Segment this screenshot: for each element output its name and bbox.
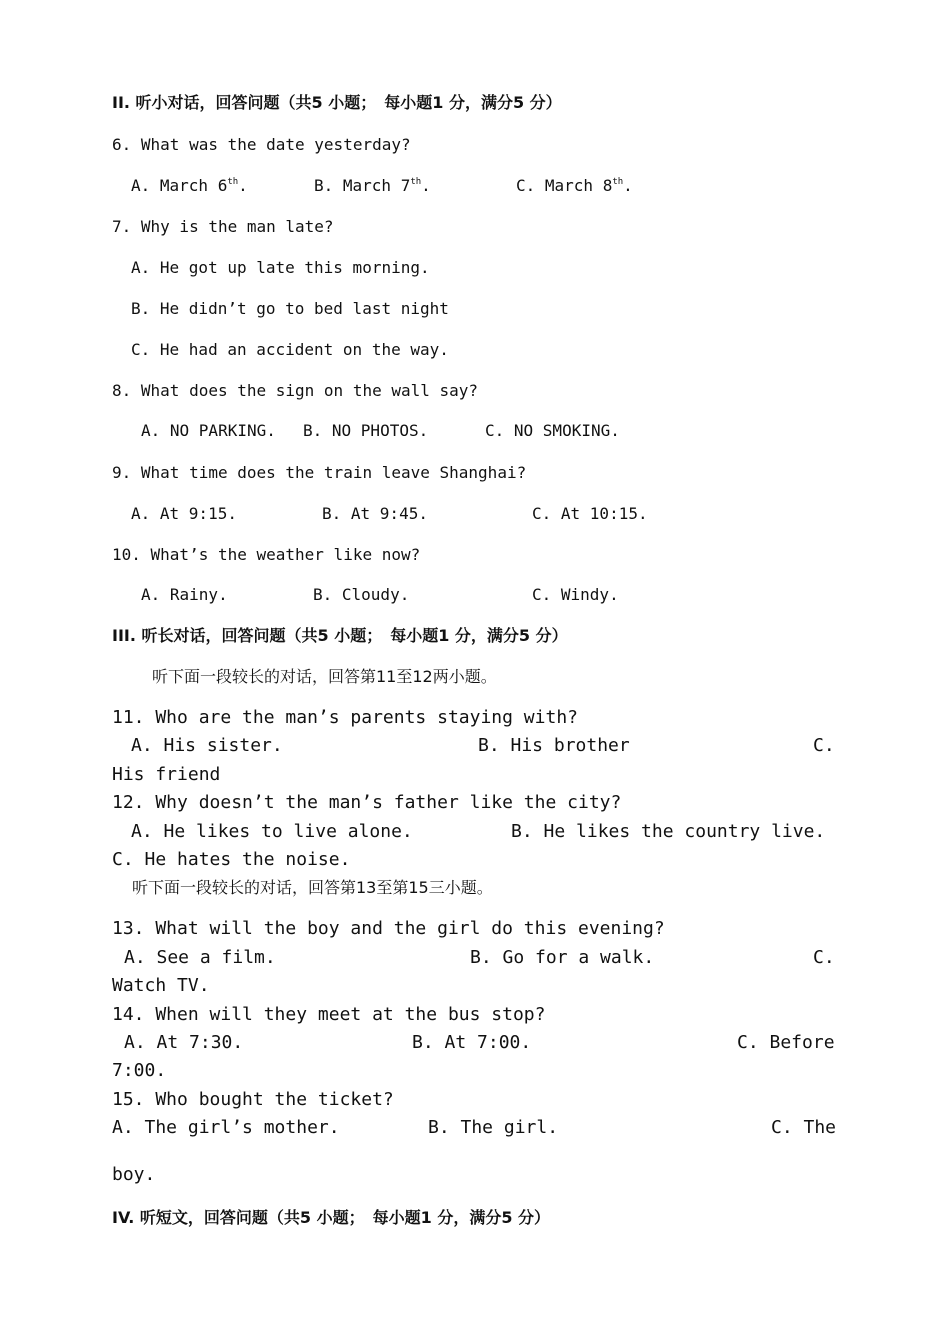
q15-option-a: A. The girl’s mother.: [112, 1117, 340, 1138]
q14-option-c: C. Before: [737, 1032, 835, 1053]
q10-option-c: C. Windy.: [532, 585, 619, 604]
q9-option-b: B. At 9:45.: [322, 504, 428, 523]
q8-option-b: B. NO PHOTOS.: [303, 421, 429, 440]
question-6: 6. What was the date yesterday?: [112, 135, 411, 154]
section-3-intro-1: 听下面一段较长的对话，回答第11至12两小题。: [152, 667, 497, 686]
question-14: 14. When will they meet at the bus stop?: [112, 1004, 546, 1025]
q11-option-a: A. His sister.: [131, 735, 283, 756]
q7-option-b: B. He didn’t go to bed last night: [131, 299, 449, 318]
q11-option-c: C.: [813, 735, 835, 756]
question-13: 13. What will the boy and the girl do this evening?: [112, 918, 665, 939]
q13-option-b: B. Go for a walk.: [470, 947, 655, 968]
q14-option-a: A. At 7:30.: [124, 1032, 244, 1053]
q12-option-b: B. He likes the country live.: [511, 821, 826, 842]
q9-option-c: C. At 10:15.: [532, 504, 648, 523]
q13-option-a: A. See a film.: [124, 947, 276, 968]
q15-option-c-text: boy.: [112, 1164, 156, 1185]
q12-option-a: A. He likes to live alone.: [131, 821, 413, 842]
q9-option-a: A. At 9:15.: [131, 504, 237, 523]
q6-option-a: A. March 6th.: [131, 176, 248, 195]
q6-option-c: C. March 8th.: [516, 176, 633, 195]
question-12: 12. Why doesn’t the man’s father like the city?: [112, 792, 622, 813]
q11-option-c-text: His friend: [112, 764, 221, 785]
section-4-heading: IV. 听短文，回答问题（共5 小题； 每小题1 分，满分5 分）: [112, 1208, 551, 1227]
section-2-heading: II. 听小对话，回答问题（共5 小题； 每小题1 分，满分5 分）: [112, 93, 562, 112]
question-10: 10. What’s the weather like now?: [112, 545, 421, 564]
q10-option-b: B. Cloudy.: [313, 585, 410, 604]
q10-option-a: A. Rainy.: [141, 585, 228, 604]
q12-option-c: C. He hates the noise.: [112, 849, 351, 870]
q13-option-c: C.: [813, 947, 835, 968]
question-15: 15. Who bought the ticket?: [112, 1089, 394, 1110]
q15-option-c: C. The: [771, 1117, 837, 1138]
q7-option-c: C. He had an accident on the way.: [131, 340, 449, 359]
q15-option-b: B. The girl.: [428, 1117, 559, 1138]
section-3-intro-2: 听下面一段较长的对话，回答第13至第15三小题。: [132, 878, 493, 897]
question-11: 11. Who are the man’s parents staying with?: [112, 707, 578, 728]
q11-option-b: B. His brother: [478, 735, 630, 756]
question-9: 9. What time does the train leave Shanghai?: [112, 463, 527, 482]
q6-option-b: B. March 7th.: [314, 176, 431, 195]
q14-option-c-text: 7:00.: [112, 1060, 167, 1081]
q7-option-a: A. He got up late this morning.: [131, 258, 430, 277]
section-3-heading: III. 听长对话，回答问题（共5 小题； 每小题1 分，满分5 分）: [112, 626, 568, 645]
q14-option-b: B. At 7:00.: [412, 1032, 532, 1053]
q8-option-c: C. NO SMOKING.: [485, 421, 620, 440]
question-7: 7. Why is the man late?: [112, 217, 334, 236]
q13-option-c-text: Watch TV.: [112, 975, 210, 996]
question-8: 8. What does the sign on the wall say?: [112, 381, 479, 400]
q8-option-a: A. NO PARKING.: [141, 421, 276, 440]
